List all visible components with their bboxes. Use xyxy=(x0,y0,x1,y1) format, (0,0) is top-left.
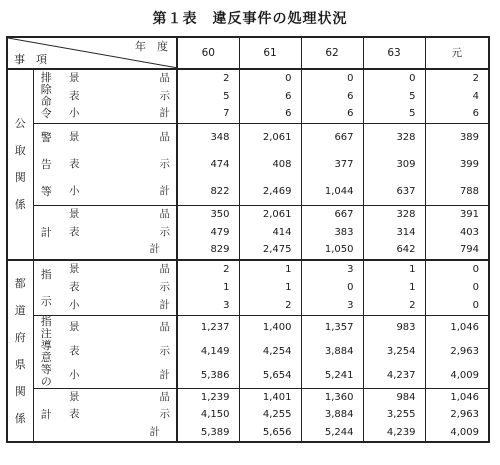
value-cell: 794 xyxy=(425,241,489,260)
section-label: 公 取 関 係 xyxy=(14,117,26,212)
value-cell: 984 xyxy=(363,388,425,406)
value-cell: 5 xyxy=(363,88,425,106)
row-label: 景 品 xyxy=(59,205,177,223)
subgroup-label: 計 xyxy=(33,205,59,259)
value-cell: 2,061 xyxy=(239,123,301,151)
value-cell: 4 xyxy=(425,88,489,106)
table-row xyxy=(7,388,489,406)
value-cell: 474 xyxy=(177,151,239,178)
value-cell: 1,360 xyxy=(301,388,363,406)
year-header: 60 xyxy=(177,37,239,69)
value-cell: 3 xyxy=(177,297,239,316)
value-cell: 0 xyxy=(425,297,489,316)
row-axis-label: 事 項 xyxy=(14,53,47,66)
value-cell: 403 xyxy=(425,223,489,241)
table-row xyxy=(7,69,489,88)
value-cell: 1,050 xyxy=(301,241,363,260)
row-label: 小 計 xyxy=(69,369,171,382)
row-label: 計 xyxy=(149,426,161,439)
table-row xyxy=(7,424,489,443)
year-header: 63 xyxy=(363,37,425,69)
value-cell: 479 xyxy=(177,223,239,241)
row-label: 表 示 xyxy=(69,89,171,102)
value-cell: 2 xyxy=(177,260,239,279)
violation-cases-table xyxy=(6,36,490,443)
value-cell: 5,656 xyxy=(239,424,301,443)
row-label: 表 示 xyxy=(69,157,171,170)
value-cell: 7 xyxy=(177,105,239,123)
value-cell: 3,254 xyxy=(363,340,425,364)
value-cell: 1 xyxy=(177,279,239,297)
column-axis-label: 年 度 xyxy=(135,40,169,53)
row-label: 計 xyxy=(149,243,161,256)
value-cell: 0 xyxy=(363,69,425,88)
value-cell: 1,046 xyxy=(425,388,489,406)
value-cell: 4,255 xyxy=(239,406,301,424)
value-cell: 4,239 xyxy=(363,424,425,443)
value-cell: 1 xyxy=(363,260,425,279)
subgroup-label: 排 除 命 令 xyxy=(33,69,59,123)
value-cell: 1,239 xyxy=(177,388,239,406)
value-cell: 377 xyxy=(301,151,363,178)
value-cell: 383 xyxy=(301,223,363,241)
table-row xyxy=(7,315,489,340)
value-cell: 5,244 xyxy=(301,424,363,443)
value-cell: 1,401 xyxy=(239,388,301,406)
value-cell: 0 xyxy=(301,279,363,297)
value-cell: 2,963 xyxy=(425,406,489,424)
subgroup-label: 指 示 xyxy=(33,260,59,316)
value-cell: 983 xyxy=(363,315,425,340)
value-cell: 5,389 xyxy=(177,424,239,443)
value-cell: 4,149 xyxy=(177,340,239,364)
table-row xyxy=(7,406,489,424)
value-cell: 309 xyxy=(363,151,425,178)
value-cell: 0 xyxy=(425,260,489,279)
value-cell: 5 xyxy=(177,88,239,106)
value-cell: 3 xyxy=(301,297,363,316)
value-cell: 3 xyxy=(301,260,363,279)
table-row xyxy=(7,297,489,316)
value-cell: 1 xyxy=(239,260,301,279)
value-cell: 4,237 xyxy=(363,363,425,388)
value-cell: 2 xyxy=(425,69,489,88)
table-row xyxy=(7,223,489,241)
value-cell: 328 xyxy=(363,123,425,151)
table-row xyxy=(7,88,489,106)
row-label: 小 計 xyxy=(69,184,171,197)
value-cell: 2,061 xyxy=(239,205,301,223)
value-cell: 6 xyxy=(239,105,301,123)
value-cell: 3,884 xyxy=(301,406,363,424)
table-title: 第１表 違反事件の処理状況 xyxy=(152,11,348,27)
value-cell: 348 xyxy=(177,123,239,151)
value-cell: 1 xyxy=(363,279,425,297)
value-cell: 4,009 xyxy=(425,424,489,443)
value-cell: 408 xyxy=(239,151,301,178)
value-cell: 391 xyxy=(425,205,489,223)
row-label: 景 品 xyxy=(59,388,177,406)
value-cell: 2 xyxy=(239,297,301,316)
table-row xyxy=(7,205,489,223)
table-row xyxy=(7,178,489,206)
section-label: 都 道 府 県 関 係 xyxy=(7,260,33,443)
value-cell: 399 xyxy=(425,151,489,178)
value-cell: 0 xyxy=(425,279,489,297)
value-cell: 637 xyxy=(363,178,425,206)
value-cell: 2 xyxy=(363,297,425,316)
year-header: 61 xyxy=(239,37,301,69)
table-row xyxy=(7,105,489,123)
row-label: 景 品 xyxy=(59,315,177,340)
subgroup-label: 警 告 等 xyxy=(33,123,59,205)
value-cell: 788 xyxy=(425,178,489,206)
value-cell: 642 xyxy=(363,241,425,260)
value-cell: 4,254 xyxy=(239,340,301,364)
table-row xyxy=(7,260,489,279)
value-cell: 3,255 xyxy=(363,406,425,424)
value-cell: 1,044 xyxy=(301,178,363,206)
value-cell: 2 xyxy=(177,69,239,88)
value-cell: 2,469 xyxy=(239,178,301,206)
value-cell: 3,884 xyxy=(301,340,363,364)
value-cell: 0 xyxy=(239,69,301,88)
row-label: 表 示 xyxy=(69,408,171,421)
table-row xyxy=(7,340,489,364)
value-cell: 328 xyxy=(363,205,425,223)
corner-header-cell xyxy=(7,37,177,69)
row-label: 表 示 xyxy=(69,281,171,294)
value-cell: 6 xyxy=(301,88,363,106)
value-cell: 414 xyxy=(239,223,301,241)
value-cell: 4,009 xyxy=(425,363,489,388)
value-cell: 5 xyxy=(363,105,425,123)
value-cell: 1,046 xyxy=(425,315,489,340)
row-label: 表 示 xyxy=(69,225,171,238)
table-row xyxy=(7,363,489,388)
year-header: 62 xyxy=(301,37,363,69)
value-cell: 5,386 xyxy=(177,363,239,388)
subgroup-label: 計 xyxy=(33,388,59,442)
table-row xyxy=(7,241,489,260)
row-label: 小 計 xyxy=(69,107,171,120)
row-label: 景 品 xyxy=(69,72,171,85)
table-row xyxy=(7,279,489,297)
value-cell: 1,357 xyxy=(301,315,363,340)
value-cell: 6 xyxy=(301,105,363,123)
value-cell: 6 xyxy=(239,88,301,106)
value-cell: 667 xyxy=(301,205,363,223)
subgroup-label: 指 注 導 意 等 の xyxy=(33,315,59,388)
value-cell: 1 xyxy=(239,279,301,297)
value-cell: 5,241 xyxy=(301,363,363,388)
value-cell: 822 xyxy=(177,178,239,206)
value-cell: 667 xyxy=(301,123,363,151)
value-cell: 350 xyxy=(177,205,239,223)
value-cell: 0 xyxy=(301,69,363,88)
row-label: 表 示 xyxy=(69,345,171,358)
table-row xyxy=(7,151,489,178)
value-cell: 4,150 xyxy=(177,406,239,424)
value-cell: 1,237 xyxy=(177,315,239,340)
row-label: 景 品 xyxy=(59,123,177,151)
value-cell: 5,654 xyxy=(239,363,301,388)
value-cell: 829 xyxy=(177,241,239,260)
value-cell: 389 xyxy=(425,123,489,151)
year-header: 元 xyxy=(425,37,489,69)
value-cell: 314 xyxy=(363,223,425,241)
table-row xyxy=(7,123,489,151)
row-label: 景 品 xyxy=(59,260,177,279)
value-cell: 1,400 xyxy=(239,315,301,340)
value-cell: 2,963 xyxy=(425,340,489,364)
value-cell: 2,475 xyxy=(239,241,301,260)
value-cell: 6 xyxy=(425,105,489,123)
row-label: 小 計 xyxy=(69,299,171,312)
